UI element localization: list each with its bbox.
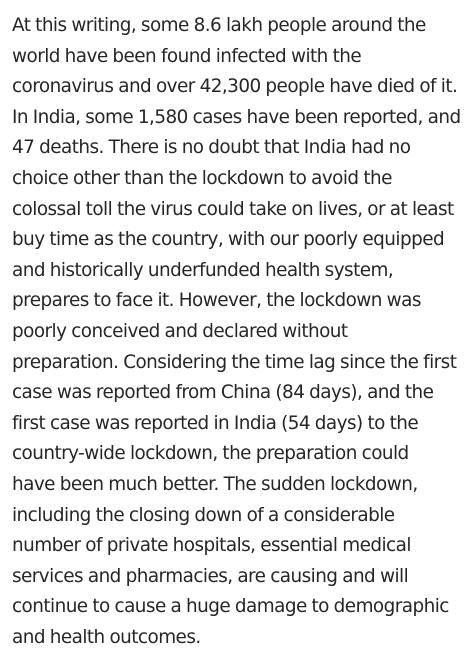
text-line: have been much better. The sudden lockdown, xyxy=(12,473,418,495)
text-line: prepares to face it. However, the lockdown was xyxy=(12,290,421,312)
text-line: In India, some 1,580 cases have been reported, and xyxy=(12,106,461,128)
text-line: first case was reported in India (54 days) to the xyxy=(12,412,419,434)
text-line: country-wide lockdown, the preparation could xyxy=(12,443,409,465)
text-line: and historically underfunded health system, xyxy=(12,259,394,281)
article-paragraph xyxy=(12,11,472,653)
text-line: preparation. Considering the time lag since the first xyxy=(12,351,457,373)
text-line: colossal toll the virus could take on lives, or at least xyxy=(12,198,454,220)
text-line: coronavirus and over 42,300 people have died of it. xyxy=(12,76,458,98)
text-line: 47 deaths. There is no doubt that India had no xyxy=(12,137,411,159)
text-line: case was reported from China (84 days), and the xyxy=(12,382,434,404)
text-line: including the closing down of a considerable xyxy=(12,504,395,526)
text-line: At this writing, some 8.6 lakh people around the xyxy=(12,15,426,36)
text-line: services and pharmacies, are causing and will xyxy=(12,565,409,587)
text-line: and health outcomes. xyxy=(12,626,201,648)
text-line: poorly conceived and declared without xyxy=(12,320,348,342)
text-line: buy time as the country, with our poorly equipped xyxy=(12,229,445,251)
text-line: number of private hospitals, essential medical xyxy=(12,535,411,557)
text-line: continue to cause a huge damage to demographic xyxy=(12,596,449,618)
text-line: world have been found infected with the xyxy=(12,45,362,67)
text-line: choice other than the lockdown to avoid the xyxy=(12,167,392,189)
